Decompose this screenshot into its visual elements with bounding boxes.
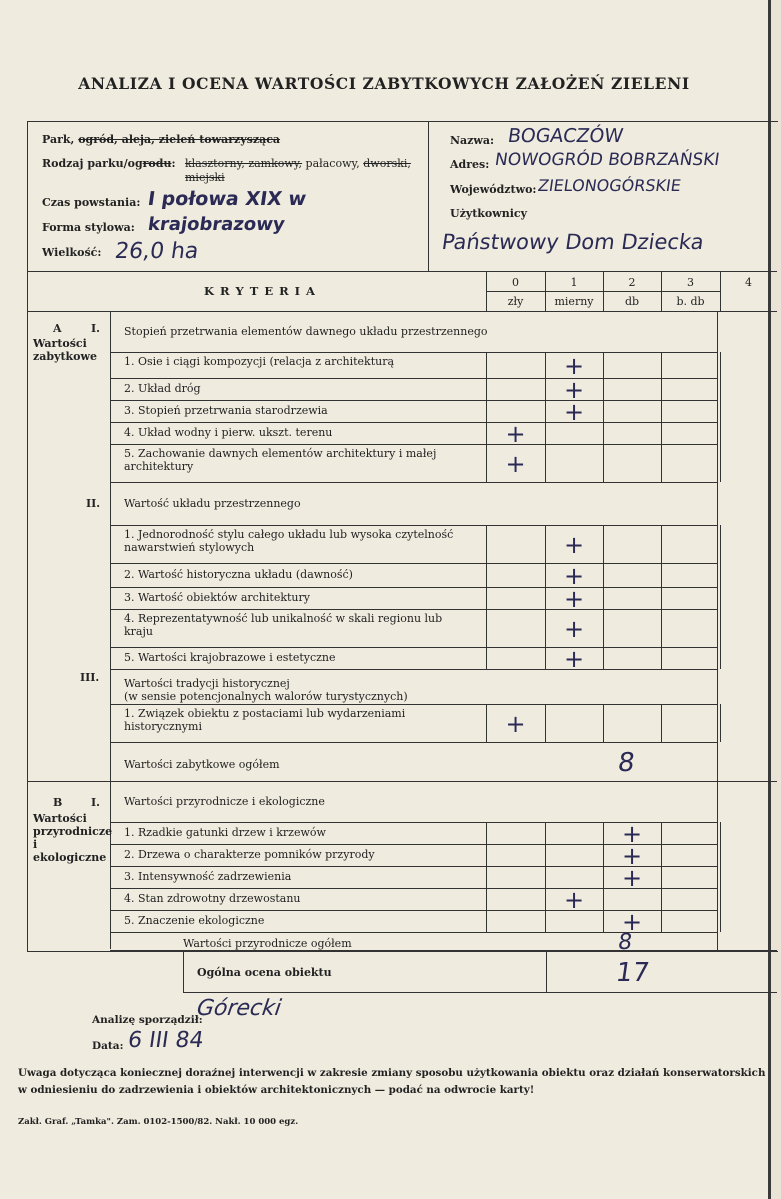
grid-line: [545, 352, 546, 378]
criterion-label: 2. Wartość historyczna układu (dawność): [124, 568, 353, 581]
grid-line: [661, 352, 662, 378]
grid-line: [720, 525, 721, 563]
criterion-label: 1. Rzadkie gatunki drzew i krzewów: [124, 826, 326, 839]
grid-line: [545, 400, 546, 422]
score-mark: +: [505, 710, 526, 738]
section-a-roman3: III.: [80, 671, 100, 684]
grid-line: [545, 888, 546, 910]
grid-line: [486, 378, 487, 400]
grid-line: [720, 910, 721, 932]
wojewodztwo-label: Województwo:: [450, 183, 537, 196]
total-label: Wartości zabytkowe ogółem: [124, 758, 280, 771]
scale-number: 2: [628, 276, 636, 289]
row-line: [110, 400, 717, 401]
grid-line: [486, 400, 487, 422]
grid-line: [603, 822, 604, 844]
scale-number: 0: [512, 276, 519, 289]
forma-value: krajobrazowy: [146, 214, 287, 235]
grid-line: [486, 525, 487, 563]
subheader-line: [110, 704, 717, 705]
scale-column-line: [661, 271, 662, 311]
grid-line: [486, 844, 487, 866]
grid-line: [661, 704, 662, 742]
total-label: Wartości przyrodnicze ogółem: [183, 937, 352, 950]
subheader-label: Wartości przyrodnicze i ekologiczne: [124, 794, 325, 808]
grid-line: [545, 422, 546, 444]
grid-line: [661, 866, 662, 888]
overall-value: 17: [613, 958, 652, 988]
grid-line: [661, 609, 662, 647]
grid-line: [545, 525, 546, 563]
score-mark: +: [505, 450, 526, 478]
grid-line: [486, 888, 487, 910]
scale-word: db: [624, 295, 640, 308]
score-mark: +: [563, 615, 585, 643]
row-line: [110, 378, 717, 379]
uwaga-line2: w odniesieniu do zadrzewienia i obiektów architektonicznych — podać na odwrocie karty!: [18, 1084, 535, 1096]
wojewodztwo-value: ZIELONOGÓRSKIE: [536, 176, 683, 195]
grid-line: [545, 563, 546, 587]
grid-line: [720, 587, 721, 609]
grid-line: [661, 844, 662, 866]
grid-line: [661, 525, 662, 563]
grid-line: [661, 378, 662, 400]
subheader-label: Wartość układu przestrzennego: [124, 496, 301, 510]
grid-line: [486, 647, 487, 669]
score-mark: +: [563, 352, 585, 380]
grid-line: [486, 866, 487, 888]
park-types: klasztorny, zamkowy, pałacowy, dworski,: [185, 157, 411, 170]
rodzaj-label: Rodzaj parku/ogrodu:: [42, 157, 176, 170]
grid-line: [720, 444, 721, 482]
criterion-label: 4. Reprezentatywność lub unikalność w skali regionu lub kraju: [124, 612, 443, 638]
grid-line: [603, 352, 604, 378]
grid-line: [603, 563, 604, 587]
subheader-label: Stopień przetrwania elementów dawnego układu przestrzennego: [124, 324, 488, 338]
grid-line: [661, 400, 662, 422]
criterion-label: 1. Jednorodność stylu całego układu lub wysoka czytelność nawarstwień stylowych: [124, 528, 454, 554]
subheader-line: [110, 525, 717, 526]
total-value: 8: [615, 748, 637, 778]
subheader-label: (w sensie potencjonalnych walorów turystycznych): [124, 690, 408, 703]
score-mark: +: [621, 842, 643, 870]
grid-line: [720, 400, 721, 422]
grid-line: [486, 822, 487, 844]
grid-line: [720, 647, 721, 669]
grid-line: [603, 888, 604, 910]
forma-label: Forma stylowa:: [42, 221, 135, 234]
grid-line: [545, 910, 546, 932]
overall-label: Ogólna ocena obiektu: [197, 966, 332, 979]
section-b-top-line: [27, 781, 777, 782]
score-mark: +: [621, 820, 643, 848]
grid-line: [545, 647, 546, 669]
row-line: [110, 609, 717, 610]
section-b-letter: B: [53, 796, 63, 809]
czas-label: Czas powstania:: [42, 196, 141, 209]
header-divider: [428, 121, 429, 271]
section-b-roman: I.: [91, 796, 100, 809]
section-a-name: Wartości zabytkowe: [33, 337, 97, 363]
grid-line: [603, 844, 604, 866]
uzytkownicy-value: Państwowy Dom Dziecka: [440, 230, 706, 254]
row-line: [110, 422, 717, 423]
total-value: 8: [616, 930, 634, 955]
grid-line: [661, 444, 662, 482]
subheader-label: Wartości tradycji historycznej: [124, 677, 290, 690]
grid-line: [720, 609, 721, 647]
grid-line: [661, 587, 662, 609]
wielkosc-value: 26,0 ha: [113, 239, 201, 264]
grid-line: [486, 444, 487, 482]
grid-line: [661, 910, 662, 932]
score-mark: +: [563, 398, 585, 426]
subheader-line: [110, 352, 717, 353]
analize-signature: Górecki: [195, 996, 283, 1021]
analize-label: Analizę sporządził:: [92, 1014, 203, 1026]
criterion-label: 3. Wartość obiektów architektury: [124, 591, 310, 604]
score-mark: +: [505, 420, 526, 448]
header-bottom-line: [27, 271, 777, 272]
grid-line: [603, 866, 604, 888]
row-line: [110, 669, 717, 670]
score-mark: +: [563, 376, 585, 404]
grid-line: [720, 563, 721, 587]
section-b-name: Wartości przyrodnicze i ekologiczne: [33, 812, 113, 864]
criterion-label: 2. Drzewa o charakterze pomników przyrody: [124, 848, 375, 861]
section-a-letter: A: [53, 322, 62, 335]
grid-line: [603, 910, 604, 932]
criterion-label: 3. Stopień przetrwania starodrzewia: [124, 404, 328, 417]
czas-value: I połowa XIX w: [146, 188, 308, 210]
adres-label: Adres:: [450, 158, 490, 171]
uwaga-line1: Uwaga dotycząca koniecznej doraźnej interwencji w zakresie zmiany sposobu użytkowania obiektu oraz działań konserwatorskich: [18, 1067, 766, 1079]
grid-line: [720, 844, 721, 866]
grid-line: [720, 704, 721, 742]
grid-line: [486, 587, 487, 609]
grid-line: [603, 422, 604, 444]
kryteria-label: K R Y T E R I A: [204, 284, 316, 298]
grid-line: [661, 647, 662, 669]
grid-line: [486, 704, 487, 742]
scale-column-line: [720, 271, 721, 311]
overall-bottom-line: [183, 992, 777, 993]
row-line: [110, 563, 717, 564]
grid-line: [720, 822, 721, 844]
nazwa-value: BOGACZÓW: [506, 125, 625, 147]
kryteria-bottom-line: [27, 311, 777, 312]
data-label: Data:: [92, 1040, 124, 1052]
row-line: [110, 742, 717, 743]
score-mark: +: [621, 864, 643, 892]
grid-line: [603, 378, 604, 400]
scale-number: 1: [570, 276, 578, 289]
grid-line: [545, 378, 546, 400]
score-mark: +: [563, 531, 585, 559]
data-value: 6 III 84: [126, 1028, 206, 1053]
grid-line: [545, 444, 546, 482]
park-label: Park, ogród, aleja, zieleń towarzysząca: [42, 133, 281, 146]
section-a-roman: I.: [91, 322, 100, 335]
row-line: [110, 482, 717, 483]
grid-line: [720, 378, 721, 400]
row-line: [110, 444, 717, 445]
form-title: ANALIZA I OCENA WARTOŚCI ZABYTKOWYCH ZAŁOŻEŃ ZIELENI: [78, 74, 690, 93]
criterion-label: 3. Intensywność zadrzewienia: [124, 870, 292, 883]
park-types-line2: miejski: [185, 171, 225, 184]
criterion-label: 5. Wartości krajobrazowe i estetyczne: [124, 651, 336, 664]
scale-column-line: [486, 271, 487, 311]
grid-line: [486, 422, 487, 444]
criterion-label: 5. Znaczenie ekologiczne: [124, 914, 265, 927]
scale-column-line: [545, 271, 546, 311]
overall-mid-line: [546, 950, 547, 992]
criterion-label: 2. Układ dróg: [124, 382, 201, 395]
overall-top-line: [110, 950, 777, 951]
grid-line: [603, 609, 604, 647]
grid-line: [720, 866, 721, 888]
overall-left-line: [183, 950, 184, 992]
score-mark: +: [563, 645, 585, 673]
table-right-line: [717, 311, 718, 950]
grid-line: [486, 352, 487, 378]
grid-line: [720, 352, 721, 378]
scale-word: b. db: [676, 295, 705, 308]
scale-word: zły: [507, 295, 524, 308]
grid-line: [545, 704, 546, 742]
grid-line: [545, 609, 546, 647]
grid-line: [486, 563, 487, 587]
criterion-label: 1. Związek obiektu z postaciami lub wydarzeniami historycznymi: [124, 707, 406, 733]
scale-number: 3: [687, 276, 694, 289]
grid-line: [661, 822, 662, 844]
grid-line: [603, 400, 604, 422]
scale-number: 4: [745, 276, 752, 289]
grid-line: [486, 609, 487, 647]
criterion-label: 4. Stan zdrowotny drzewostanu: [124, 892, 301, 905]
scale-column-line: [603, 271, 604, 311]
grid-line: [545, 844, 546, 866]
grid-line: [545, 866, 546, 888]
score-mark: +: [563, 562, 585, 590]
criterion-label: 5. Zachowanie dawnych elementów architektury i małej architektury: [124, 447, 437, 473]
grid-line: [603, 444, 604, 482]
uzytkownicy-label: Użytkownicy: [450, 207, 528, 220]
score-mark: +: [563, 585, 585, 613]
grid-line: [545, 822, 546, 844]
print-info: Zakł. Graf. „Tamka". Zam. 0102-1500/82. Nakł. 10 000 egz.: [18, 1117, 299, 1127]
criterion-label: 1. Osie i ciągi kompozycji (relacja z architekturą: [124, 355, 395, 368]
criterion-label: 4. Układ wodny i pierw. ukszt. terenu: [124, 426, 333, 439]
grid-line: [661, 422, 662, 444]
grid-line: [603, 525, 604, 563]
section-a-roman2: II.: [86, 497, 101, 510]
grid-line: [720, 888, 721, 910]
grid-line: [661, 888, 662, 910]
nazwa-label: Nazwa:: [450, 134, 495, 147]
grid-line: [603, 647, 604, 669]
grid-line: [661, 563, 662, 587]
grid-line: [603, 587, 604, 609]
group-divider: [110, 311, 111, 949]
score-mark: +: [563, 886, 585, 914]
row-line: [110, 587, 717, 588]
scale-word: mierny: [554, 295, 594, 308]
grid-line: [486, 910, 487, 932]
row-line: [110, 647, 717, 648]
grid-line: [720, 422, 721, 444]
wielkosc-label: Wielkość:: [42, 246, 102, 259]
grid-line: [545, 587, 546, 609]
score-mark: +: [621, 908, 643, 936]
adres-value: NOWOGRÓD BOBRZAŃSKI: [493, 150, 721, 170]
grid-line: [603, 704, 604, 742]
